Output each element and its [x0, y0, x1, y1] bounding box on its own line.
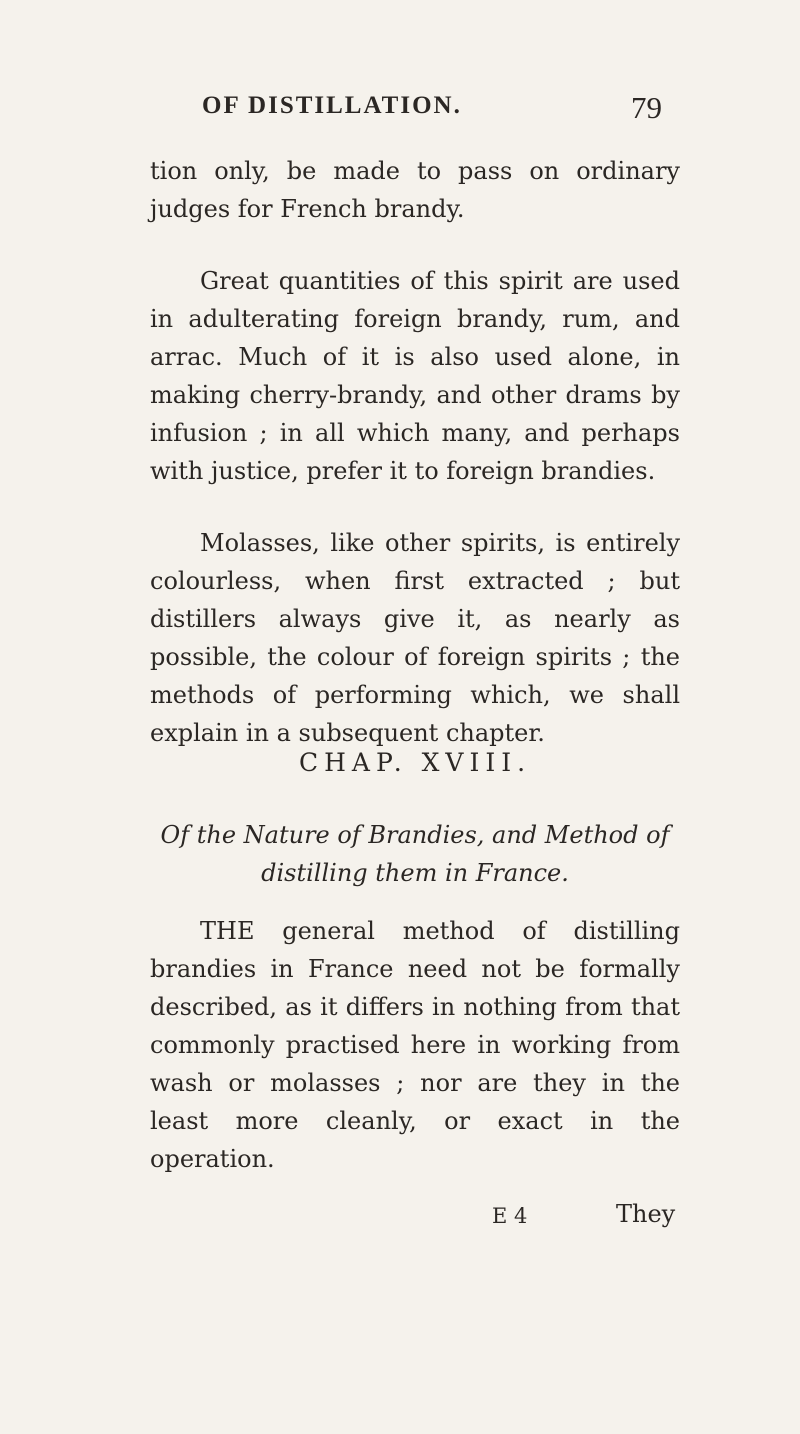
page-number: 79: [631, 90, 662, 125]
running-head: [202, 92, 662, 132]
catchword: They: [616, 1200, 676, 1228]
paragraph-general-method: THE general method of distilling brandies in France need not be formally described, as it differs in nothing from that commonly practised here in working from wash or molasses ; nor are they in the least more cleanly, or exact in the operation.: [150, 917, 680, 1173]
paragraph-molasses: Molasses, like other spirits, is entirely colourless, when first extracted ; but distillers always give it, as nearly as possible, the colour of foreign spirits ; the methods of performing which, we shall explain in a subsequent chapter.: [150, 529, 680, 747]
running-title: OF DISTILLATION.: [202, 92, 462, 119]
chapter-heading: CHAP. XVIII.: [298, 748, 532, 777]
paragraph-continuation: tion only, be made to pass on ordinary judges for French brandy.: [150, 157, 680, 223]
signature-mark: E 4: [492, 1204, 528, 1228]
chapter-title: Of the Nature of Brandies, and Method of distilling them in France.: [160, 821, 670, 887]
paragraph-spirit-use: Great quantities of this spirit are used in adulterating foreign brandy, rum, and arrac. Much of it is also used alone, in making cherry-brandy, and other drams by infusion ; in all which many, and perhaps with justice, prefer it to foreign brandies.: [150, 267, 680, 485]
